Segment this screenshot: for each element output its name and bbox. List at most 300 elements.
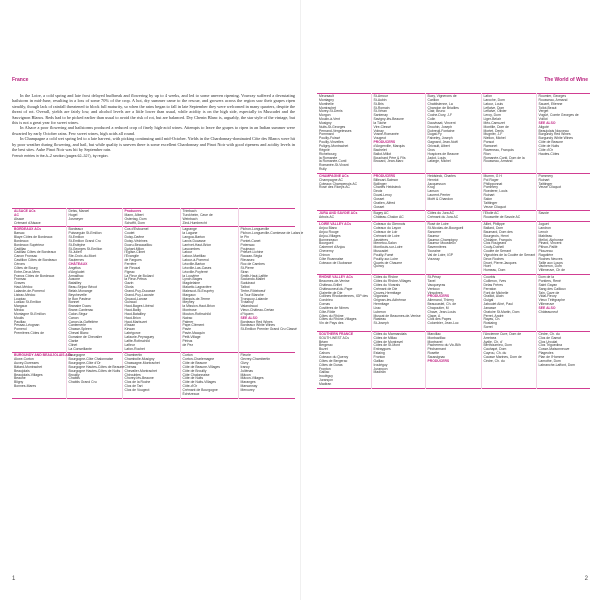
wine-entry: Chidaine, François <box>483 237 512 242</box>
region-column <box>317 331 371 388</box>
wine-entry: Crozes-Hermitage <box>373 290 402 295</box>
wine-entry: Saussignac <box>427 355 446 359</box>
wine-entry: Pouilly-sur-Loire <box>373 256 398 261</box>
section-heading: SEE ALSO <box>240 315 258 320</box>
wine-entry: Bonnet <box>68 300 80 305</box>
wine-entry: Doisy-Védrines <box>124 238 148 243</box>
wine-entry: Lafarge, Michel <box>427 159 451 164</box>
wine-entry: Grand-Puy-Ducasse <box>124 288 156 293</box>
wine-entry: Cauhapé, Dom <box>483 347 507 352</box>
wine-entry: Raveneau, François <box>483 147 514 152</box>
wine-entry: Figeac <box>124 269 135 274</box>
wine-entry: Coteaux de l'Aubance <box>319 260 353 265</box>
wine-entry: Verget <box>538 109 549 114</box>
wine-entry: Malescot-St-Exupéry <box>182 288 214 293</box>
wine-entry: Arbois AC <box>319 215 335 220</box>
region-column <box>238 209 295 227</box>
wine-entry: Muscadet <box>373 249 389 254</box>
wine-entry: Pouilly-Fumé <box>373 252 394 257</box>
wine-entry: Meursault <box>319 94 334 98</box>
wine-entry: Magdelaine <box>182 281 201 286</box>
wine-entry: Sauternes <box>68 258 84 263</box>
wine-entry: Puligny-Montrachet <box>319 143 349 148</box>
wine-entry: St-Nicolas-de-Bourgueil <box>427 226 464 230</box>
wine-entry: Romanée-Conti, Dom de la <box>483 155 525 160</box>
wine-entry: Bâtard-Montrachet <box>14 364 43 369</box>
wine-entry: Marcillac <box>427 331 441 336</box>
wine-entry: Huet <box>483 264 491 269</box>
wine-entry: Pichon-Longueville-Comtesse de Lalande <box>240 231 304 236</box>
wine-entry: Bordeaux <box>68 227 84 232</box>
wine-entry: Saumur Mousseux <box>427 241 456 246</box>
region-column <box>536 222 590 275</box>
wine-entry: Pontiers, René <box>538 278 561 283</box>
region-column <box>66 353 125 398</box>
region-section <box>12 227 295 353</box>
wine-entry: Faiveley, Joseph <box>427 136 453 141</box>
wine-entry: Vin de Pays des <box>319 321 344 326</box>
wine-entry: Menetou-Salon <box>373 241 397 246</box>
wine-entry: Mouton-Rothschild <box>182 311 211 316</box>
wine-entry: Côte de Beaune <box>182 361 208 366</box>
wine-entry: Châteauneuf <box>538 309 558 314</box>
wine-entry: Côtes du Rhône-Villages <box>319 317 357 322</box>
wine-entry: Henriot <box>427 177 439 182</box>
wine-entry: Beau-Séjour Bécot <box>68 285 97 290</box>
wine-entry: Cornas <box>319 302 330 307</box>
wine-entry: Causse Marines, Dom de <box>483 355 522 359</box>
wine-entry: Côte de Brouilly <box>182 368 207 373</box>
wine-entry: Graves <box>14 281 25 286</box>
wine-entry: Liger-Belair <box>483 117 501 122</box>
wine-entry: Laurent-Perrier <box>427 193 451 198</box>
wine-entry: Leroy, Dom <box>483 113 501 118</box>
wine-entry: Trimbach <box>182 209 197 213</box>
wine-entry: Santenay <box>373 113 388 118</box>
wine-entry: Chablisienne, La <box>427 101 453 106</box>
wine-entry: Cèdre, Ch. du <box>538 331 560 336</box>
wine-entry: Châteauneuf-du-Pape <box>319 286 353 291</box>
wine-entry: Côtes de Millau <box>373 335 397 340</box>
wine-entry: Côtes du Vivarais <box>373 282 401 287</box>
wine-entry: Pétrus <box>182 338 193 343</box>
wine-entry: Perret, André <box>483 313 504 318</box>
wine-entry: Baumard, Dom des <box>483 229 513 234</box>
wine-entry: Ragotière <box>538 252 554 257</box>
wine-entry: Blaye Côtes de Bordeaux <box>14 235 53 240</box>
wine-entry: Batailley <box>68 281 82 286</box>
wine-entry: Mumm, G H <box>483 173 502 178</box>
wine-entry: Clos de Gamot <box>538 335 562 340</box>
wine-entry: Nairac <box>182 315 193 320</box>
wine-entry: Gosset <box>373 196 385 201</box>
section-heading: Producers <box>124 209 142 213</box>
wine-entry: Latour-à-Pomerol <box>182 258 209 263</box>
wine-entry: Pécharmant <box>427 347 446 352</box>
region-column <box>536 173 590 211</box>
wine-entry: Bourgueil <box>319 241 334 246</box>
wine-entry: St-Bris <box>373 101 384 106</box>
region-section <box>317 211 590 222</box>
region-column <box>317 211 371 222</box>
wine-entry: Saumur <box>427 233 440 238</box>
wine-entry: Chassagne-Montrachet <box>124 361 160 366</box>
wine-entry: Graillot, Alain <box>483 294 504 299</box>
wine-entry: Valandraud <box>240 304 258 309</box>
wine-entry: Gratien, Alfred <box>373 200 396 205</box>
wine-entry: Veuve Clicquot <box>538 185 562 190</box>
section-heading: CHAMPAGNE ACs <box>319 173 349 178</box>
wine-entry: Bordeaux Supérieur <box>14 242 45 247</box>
wine-entry: Bourgogne <box>68 353 86 358</box>
wine-entry: St-Emilion Premier Grand Cru Classé <box>240 327 297 332</box>
wine-entry: Jaboulet Aîné, Paul <box>483 302 513 307</box>
wine-entry: Smith-Haut-Lafitte <box>240 273 268 278</box>
wine-entry: St-Estèphe <box>68 242 86 247</box>
wine-entry: Pinard, Vincent <box>538 241 562 246</box>
wine-entry: Druet, Pierre-Jacques <box>483 260 517 265</box>
wine-entry: Charles Heidsieck <box>373 185 401 190</box>
wine-entry: Mâcon <box>240 372 251 377</box>
wine-entry: Lafon-Rochet <box>124 346 145 351</box>
wine-entry: Clair, Bruno <box>427 109 446 114</box>
wine-entry: Roumier, Georges <box>538 94 567 98</box>
wine-entry: Cabernet d'Anjou <box>319 245 346 250</box>
wine-entry: Cheverny <box>319 249 334 254</box>
wine-entry: Coteaux du Layon <box>373 226 402 230</box>
wine-entry: Lagrange <box>182 227 197 232</box>
wine-entry: d'Issan <box>124 323 136 328</box>
region-column <box>536 275 590 332</box>
wine-entry: Bergerac <box>319 343 333 348</box>
wine-entry: Clos Rougeard <box>483 241 507 246</box>
wine-entry: Rauzan-Ségla <box>240 254 262 259</box>
wine-entry: Plageoles <box>538 351 554 356</box>
wine-entry: St-Julien <box>68 250 82 255</box>
wine-entry: Kirwan <box>124 327 135 332</box>
wine-entry: Chablis Grand Cru <box>68 380 97 385</box>
wine-entry: Maranges <box>240 380 256 385</box>
wine-entry: Béarn <box>319 339 329 344</box>
wine-entry: St-Péray <box>427 275 441 280</box>
region-column <box>317 94 371 174</box>
wine-entry: Chambertin <box>124 353 143 358</box>
wine-entry: Haut-Bages Libéral <box>124 304 154 309</box>
wine-entry: Château-Grillet <box>319 282 342 287</box>
wine-entry: d'Angludet <box>68 269 85 274</box>
wine-entry: Philipponnat <box>483 181 503 186</box>
wine-entry: Dugat-Py <box>427 132 442 137</box>
wine-entry: Ventoux <box>427 286 440 291</box>
region-column <box>122 353 180 398</box>
wine-entry: Pape-Clément <box>182 323 205 328</box>
running-head: The World of Wine <box>544 77 588 83</box>
section-heading: BORDEAUX ACs <box>14 227 42 232</box>
wine-entry: Aligoté <box>538 124 549 129</box>
wine-entry: Bordeaux White Wines <box>240 323 275 328</box>
wine-entry: Grand-Puy-Lacoste <box>124 292 154 297</box>
region-column <box>481 94 536 174</box>
region-column <box>12 227 66 353</box>
wine-entry: SOUTH-WEST ACs <box>319 335 349 340</box>
region-column <box>425 331 481 388</box>
wine-entry: Givry <box>240 361 249 366</box>
wine-entry: Côtes de Montravel <box>373 339 403 344</box>
wine-entry: Beychevelle <box>68 292 87 297</box>
wine-entry: Ruinart <box>538 177 550 182</box>
wine-entry: la Tour Blanche <box>240 292 264 297</box>
wine-entry: Hospices de Beaune <box>427 151 459 156</box>
wine-entry: St-Romain <box>373 105 390 110</box>
wine-entry: Beaujolais Nouveau <box>538 128 569 133</box>
wine-entry: Lamothe, Dom <box>538 358 561 363</box>
wine-entry: la Romanée-Conti <box>319 159 347 164</box>
wine-entry: Clos des Papes <box>427 317 452 322</box>
wine-entry: Leflaive, Olivier <box>483 109 507 114</box>
wine-entry: Clos de Tart <box>124 384 143 389</box>
wine-entry: Palmer <box>182 319 194 324</box>
wine-entry: Roussette de Savoie AC <box>483 215 521 220</box>
wine-entry: Nuits-St-Georges <box>319 124 346 129</box>
wine-entry: Guigal <box>483 298 494 303</box>
region-section <box>317 173 590 211</box>
region-column <box>371 173 425 211</box>
wine-entry: Cérons <box>14 261 25 266</box>
wine-entry: Cadillac <box>14 246 27 251</box>
wine-entry: Angélus <box>68 265 81 270</box>
wine-entry: Brane-Cantenac <box>68 308 94 313</box>
wine-entry: St-Emilion Grand Cru <box>68 238 101 243</box>
wine-entry: Pernand-Vergelesses <box>319 128 352 133</box>
wine-entry: Burgundy White Wines <box>538 136 573 141</box>
wine-entry: Sociando-Mallet <box>240 277 265 282</box>
wine-entry: Côtes de Duras <box>319 362 343 367</box>
wine-entry: Suduiraut <box>240 281 256 286</box>
region-column <box>481 211 536 222</box>
region-column <box>425 94 481 174</box>
wine-entry: Rousseau, Armand <box>538 97 568 102</box>
wine-entry: Lafleur <box>124 342 135 347</box>
wine-entry: Gagnard, Jean-Noël <box>427 140 459 145</box>
wine-entry: Médoc <box>14 308 25 313</box>
wine-entry: Fronsac <box>14 277 27 282</box>
wine-entry: Coulée de Serrant <box>483 249 512 254</box>
wine-entry: Font de Michelle <box>483 290 509 295</box>
wine-entry: Dubreuil-Fontaine <box>427 128 455 133</box>
wine-entry: Cosse-Maisonneuve <box>538 347 570 352</box>
wine-entry: Chambolle-Musigny <box>124 357 155 362</box>
wine-entry: Gruaud-Larose <box>124 296 148 301</box>
wine-entry: Lirac <box>373 305 381 310</box>
wine-entry: Léoville-Poyferré <box>182 269 208 274</box>
wine-entry: Vinsobres <box>427 290 443 295</box>
wine-entry: Hugel <box>68 212 78 217</box>
wine-entry: Guiraud <box>124 300 137 305</box>
wine-entry: Lanson <box>427 189 439 194</box>
wine-entry: la Lagune <box>182 231 198 236</box>
intro-paragraph: In the Loire, a cold spring and late frost delayed budbreak and flowering by up to 4 weeks, and led to some uneven ripening. Vouvray suffered a devastating hailstorm in mid-June, resulting in a loss of some 70% of the crop. A hot, dry summer came to the rescue, and growers across the region saw their grapes ripen steadily, though lack of rainfall threatened to block full maturity, so when the rains began to fall in late September they were welcomed in many quarters, despite the threat of rot. Overall, yields are fairly low, and alcohol levels are a little lower than usual, while acidity is on the high side, especially in Muscadet and the Sauvignon Blancs. Reds had to be picked earlier than usual to avoid the risk of rot, but are balanced. Dry Chenin Blanc is, arguably, the star style of the vintage, but this is not a great year for sweet wines. <box>12 93 295 126</box>
wine-entry: Tavel <box>427 278 436 283</box>
wine-entry: Monthelie <box>319 101 334 106</box>
wine-entry: Alliet, Philippe <box>483 222 505 227</box>
wine-entry: Saint Gayan <box>538 282 558 287</box>
wine-entry: Rousseau, Armand <box>483 159 513 164</box>
wine-entry: Latour, Louis <box>483 101 503 106</box>
wine-entry: Clinet <box>68 342 78 347</box>
wine-entry: Montrose <box>182 308 197 313</box>
wine-entry: Laroche, Dom <box>483 97 505 102</box>
wine-entry: Côte-d'Or <box>182 384 198 389</box>
section-note: French entries in the A–Z section (pages 62–327), by region. <box>12 153 109 158</box>
region-column <box>371 222 425 275</box>
wine-entry: Côtes du Rhône <box>319 313 344 318</box>
wine-entry: Latour <box>182 250 193 255</box>
section-heading: LOIRE VALLEY ACs <box>319 222 351 227</box>
wine-entry: Lascombes <box>182 246 200 251</box>
wine-entry: Val de Loire, IGP <box>427 252 454 257</box>
wine-entry: Prieuré-Lichine <box>240 250 264 255</box>
wine-entry: Ballot-Millot <box>373 151 392 156</box>
wine-entry: Niellon, Michel <box>483 136 506 141</box>
wine-entry: Labranche-Laffont, Dom <box>538 362 576 367</box>
wine-entry: Moët & Chandon <box>427 196 453 201</box>
wine-entry: Pouilly-Vinzelles <box>319 140 344 145</box>
wine-entry: Irouléguy <box>373 362 388 367</box>
wine-entry: Domaine de Chevalier <box>68 335 103 339</box>
wine-entry: Champagne AC <box>319 177 343 182</box>
wine-entry: Lynch-Bages <box>182 277 203 282</box>
wine-entry: Haut-Médoc <box>14 285 33 290</box>
wine-entry: Bourgogne-Côte Chalonnaise <box>68 357 114 362</box>
wine-entry: Siran <box>240 269 249 274</box>
wine-entry: Côte Roannaise <box>319 256 344 261</box>
wine-entry: Jasnières <box>373 237 389 242</box>
wine-entry: Condrieu <box>319 298 333 303</box>
wine-entry: Cayrou, Ch. du <box>483 351 507 356</box>
wine-entry: Poujeaux <box>240 246 255 251</box>
wine-entry: Juliénas <box>240 368 253 373</box>
wine-entry: Bachelet <box>373 147 387 152</box>
wine-entry: Clos de Vougeot <box>124 387 150 392</box>
wine-entry: Armailhac <box>68 273 84 278</box>
wine-entry: Montagny <box>319 97 334 102</box>
wine-entry: Tain, Cave de <box>538 290 560 295</box>
wine-entry: Leflaive, Dom <box>483 105 505 110</box>
wine-entry: Ducru-Beaucaillou <box>124 242 153 247</box>
region-column <box>317 275 371 332</box>
wine-entry: Lussac St-Emilion <box>14 300 42 305</box>
wine-entry: Taittinger <box>538 181 553 186</box>
wine-entry: Turckheim, Cave de <box>182 212 213 217</box>
wine-entry: Beaucastel, Ch. de <box>427 302 457 307</box>
wine-entry: Anjou Blanc <box>319 226 338 230</box>
wine-entry: Savennières <box>427 245 447 250</box>
wine-entry: Heidsieck, Charles <box>427 173 456 178</box>
wine-entry: Cahors <box>319 351 330 356</box>
wine-entry: Morgon <box>319 113 331 118</box>
wine-entry: Deux Roches <box>483 256 504 261</box>
wine-entry: Mann, Albert <box>124 212 144 217</box>
wine-entry: la Fleur-Pétrus <box>124 277 147 282</box>
wine-entry: Vosne-Romanée <box>373 132 399 137</box>
wine-entry: Mellot, Alphonse <box>538 237 564 242</box>
wine-entry: Grivault, Albert <box>427 143 450 148</box>
wine-entry: Savigny-lès-Beaune <box>373 117 404 122</box>
wine-entry: l'Etoile AC <box>483 211 499 216</box>
wine-entry: Côte de Beaune <box>538 140 564 145</box>
wine-entry: Pavie-Macquin <box>182 331 205 336</box>
wine-entry: Montagne St-Emilion <box>14 311 46 316</box>
wine-entry: Landron <box>538 226 551 230</box>
region-column <box>180 209 238 227</box>
wine-entry: Luberon <box>373 309 386 314</box>
wine-entry: Gazin <box>124 281 134 286</box>
wine-entry: Chiroubles <box>124 372 141 377</box>
wine-entry: Premières Côtes de <box>14 331 44 336</box>
wine-entry: Pommard <box>319 132 334 137</box>
region-column <box>425 222 481 275</box>
region-section <box>12 353 295 398</box>
wine-entry: Bugey AC <box>373 211 389 216</box>
wine-entry: Listrac-Médoc <box>14 292 36 297</box>
wine-entry: St-Véran <box>373 109 387 114</box>
wine-entry: Salon <box>483 196 493 201</box>
section-heading: PRODUCERS <box>373 173 396 178</box>
wine-entry: Burgundy Red Wines <box>538 132 571 137</box>
wine-entry: Bourgogne Hautes-Côtes de Nuits <box>68 368 121 373</box>
wine-entry: Monbazillac <box>427 335 446 340</box>
wine-entry: St-Pierre <box>240 265 254 270</box>
wine-entry: Doisy-Daëne <box>124 235 145 240</box>
running-head: France <box>12 77 29 83</box>
wine-entry: Côtes de Bourg <box>14 265 38 270</box>
wine-entry: Léoville-Barton <box>182 261 206 266</box>
wine-entry: d'Angerville, Marquis <box>373 143 405 148</box>
wine-entry: le Pin <box>240 235 249 240</box>
wine-entry: de Fargues <box>124 258 142 263</box>
wine-entry: Moulin-à-Vent <box>319 117 340 122</box>
wine-entry: Clos de la Roche <box>124 380 151 385</box>
wine-entry: Carillon <box>427 97 439 102</box>
wine-entry: Léoville-Las-Cases <box>182 265 212 270</box>
wine-entry: Plouzeau <box>538 249 553 254</box>
wine-entry: Canon <box>68 315 79 320</box>
wine-entry: Canon-la-Gaffelière <box>68 319 99 324</box>
wine-entry: Chandon de Briailles <box>427 105 459 110</box>
wine-entry: de Pez <box>182 342 194 347</box>
wine-entry: Montille, Dom de <box>483 124 509 129</box>
wine-entry: Marsannay <box>240 384 258 389</box>
wine-entry: Humeau, Dom <box>483 268 506 273</box>
wine-entry: Côte-Rôtie <box>319 309 336 314</box>
wine-entry: Delas Frères <box>483 282 503 287</box>
wine-entry: Puisseguin St-Emilion <box>68 231 102 236</box>
wine-entry: Côte de Nuits <box>182 376 204 381</box>
wine-entry: Clos Uroulat <box>538 339 558 344</box>
wine-entry: Rosé de Loire <box>427 222 449 227</box>
region-column <box>66 227 122 353</box>
wine-entry: Chasse-Spleen <box>68 327 92 332</box>
region-column <box>481 173 536 211</box>
wine-entry: Bourgogne Hautes-Côtes de Beaune <box>68 364 125 369</box>
wine-entry: Haut-Marbuzet <box>124 319 147 324</box>
wine-entry: Gloria <box>124 285 134 290</box>
section-heading: PRODUCERS <box>373 140 396 145</box>
page-number: 2 <box>584 576 588 582</box>
region-column <box>371 94 425 174</box>
wine-entry: Collines Rhodaniennes, IGP des <box>319 294 368 299</box>
wine-entry: Ausone <box>68 277 80 282</box>
